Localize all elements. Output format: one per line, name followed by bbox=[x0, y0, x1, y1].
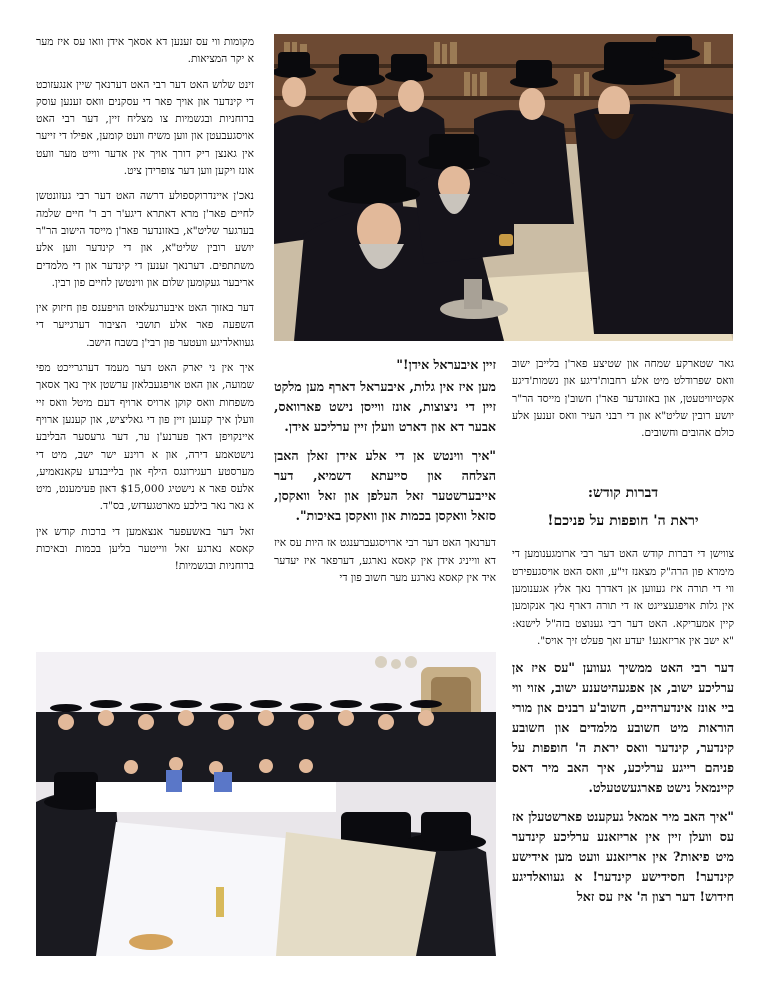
left-paragraph-4: דער באזוך האט איבערגעלאזט הויפענס פון חיזוק אין השפעה פאר אלע תושבי הציבור דערגייער די געוואלדיגע וועטער פון רבי'ן בשבח הישב. bbox=[36, 302, 254, 349]
middle-paragraph-1: דערנאך האט דער רבי ארויסגעברענגט אז היות עס איז דא ווייניג אידן אין קאסא נארגע, דערפאר איז יעדער איד אין קאסא נארגע מער חשוב פון די bbox=[274, 537, 496, 584]
children-gathering-photo-svg bbox=[36, 652, 496, 956]
right-bold-paragraph-2: "איך האב מיר אמאל געקענט פארשטעלן אז עס וועלן זיין אין אריזאנע ערליכע קינדער מיט פיאות? אין אריזאנע וועט מען אידישע קינדער! חסידישע קינדער! א געוואלדיגע חידוש! דער רצון ה' איז עס זאל bbox=[512, 809, 734, 905]
middle-column bbox=[274, 356, 496, 595]
right-paragraph-1: גאר שטארקע שמחה און שטיצע פאר'ן בלייבן ישוב וואס שפרודלט מיט אלע רחבות'דיגע און נשמות'דיגע אקטיוויטעטן, און באזונדער פאר'ן חשוב'ן מייסד הר"ר יושע רובין שליט"א און די רבני העיר וואס זענען אלע כולם אהובים וחשובים. bbox=[512, 358, 734, 440]
left-paragraph-5: איך אין ני יארק האט דער מעמד דערגרייכט מפי שמועה, און האט אויפגעבלאזן ערשטן איך נאך אסאך משפחות וואס קוקן ארויס ארויף דעם מיטל וואס זיי וועלן איך קענען זיין פון די גאליציש, און קענען ארויף איינקויפן דאך פערנע'ן ער, דער גרעסער הבליבע נישטאמע דירה, און א רוינע ישר ישב, מיט די מערסטע רעגירונגס הילף און בלייבנדע עקאנאמיע, אלעס פאר א נישטיג $15,000 דאון פעימענט, מיט א נאר נאר בילכע מארטגעדזש, בס"ד. bbox=[36, 362, 254, 513]
left-paragraph-1: מקומות ווי עס זענען דא אסאך אידן וואו עס איז מער א יקר המציאות. bbox=[36, 36, 254, 66]
left-paragraph-6: זאל דער באשעפער אנצאמען די ברכות קודש אין קאסא נארגע זאל ווייטער בליען בכמות ובאיכות ברוחניות ובגשמיות! bbox=[36, 525, 254, 573]
article-heading-2: יראת ה' חופפות על פניכם! bbox=[547, 513, 699, 530]
right-column bbox=[512, 356, 734, 916]
left-paragraph-2: זינט שלוש האט דער רבי האט דערנאך שיין אנגעזוכט די קינדער און אויך פאר די עסקנים וואס זענען עוסק ברוחניות ובגשמיות צו מצליח זיין, דער רבי האט אויסגעבעטן און ווען משיח וועט קומען, אפילו די זייער אין גאנצן ריק דורך אויך אין אדער ווייט מער וועט אונז ויקען ווען דער צופרידן ציט. bbox=[36, 78, 254, 178]
right-bold-paragraph-1: דער רבי האט ממשיך געווען "עס איז אן ערליכע ישוב, אן אפגעהיטענע ישוב, אזוי ווי ביי אונז אינדערהיים, חשוב'ע רבנים און מורי הוראות מיט חשובע מלמדים און חשובע קינדער, קינדער וואס יראת ה' חופפות על פניהם רייגע ערליכע, איך האב מיר דאס קיינמאל נישט פארגעשטעלט. bbox=[512, 660, 734, 796]
middle-heading: זיין איבעראל אידן!" bbox=[396, 357, 496, 372]
children-gathering-photo bbox=[36, 652, 496, 956]
right-paragraph-2: צווישן די דברות קודש האט דער רבי ארומגענומען די מימרא פון הרה"ק מצאנז זי"ע, וואס האט אויסגעפירט ווי די תורה איז געווען אן דאדרך נאך אלץ אגענומען אין גלות אויפגעצייגט אז די תורה דארף נאך אנקומען קיין אמעריקא. האט דער רבי גענוצט בזה"ל לישנא: "א ישב אין אריזאנע! יעדע זאך פעלט זיך אויס". bbox=[512, 548, 734, 647]
left-top-column bbox=[36, 34, 254, 584]
left-paragraph-3: נאכ'ן איינדרוקספולע דרשה האט דער רבי געזונטשן לחיים פאר'ן מרא דאתרא דיגע'ר רב ר' חיים שלמה בערגער שליט"א, באזונדער פאר'ן מייסד הישוב הר"ר יושע רובין שליט"א, און די קינדער ווען אלע משתתפים. דערנאך זענען די קינדער און די מלמדים אריבער געקומען שלום און ווינטשן לחיים פון רבין. bbox=[36, 190, 254, 289]
middle-bold-paragraph-2: "איך ווינטש אן די אלע אידן זאלן האבן הצלחה און סייעתא דשמיא, דער אייבערשטער זאל העלפן און זאל וואקסן, סזאל וואקסן בכמות און וואקסן באיכות". bbox=[274, 448, 496, 524]
rebbe-blessing-photo bbox=[274, 34, 733, 341]
middle-bold-paragraph-1: מען איז אין גלות, איבעראל דארף מען מלקט זיין די ניצוצות, אונז ווייסן נישט פארוואס, אבער דא און דארט וועלן זיין ערליכע אידן. bbox=[274, 379, 496, 435]
rebbe-blessing-photo-svg bbox=[274, 34, 733, 341]
article-heading-1: דברות קודש: bbox=[587, 485, 659, 502]
